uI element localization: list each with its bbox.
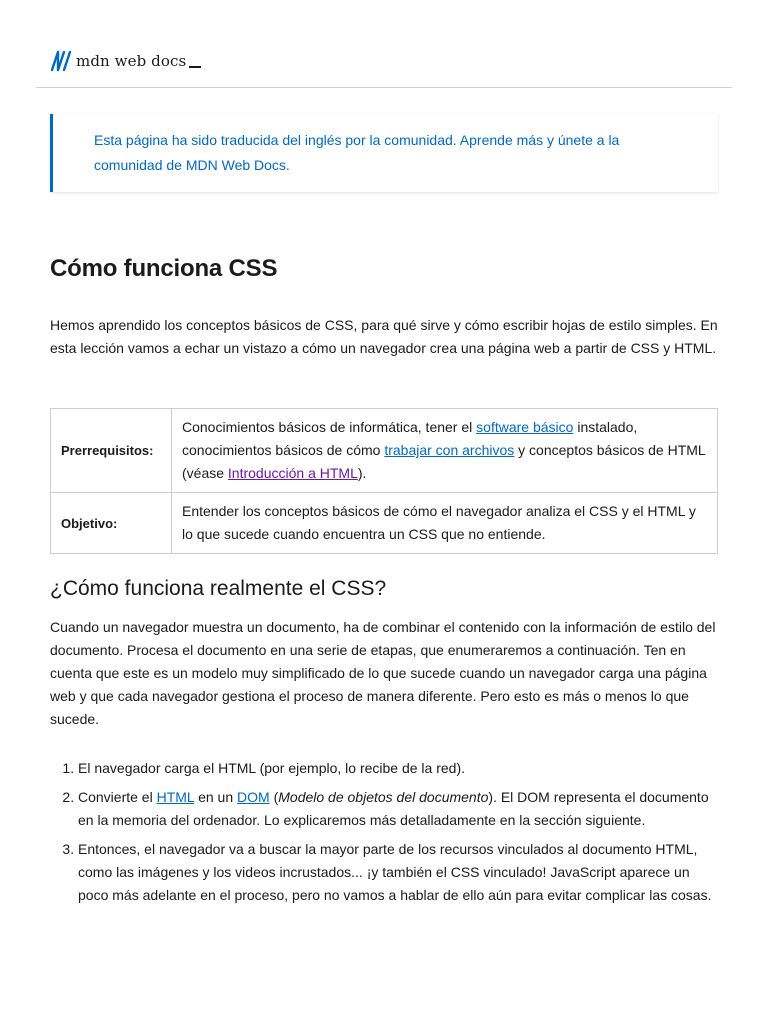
list-item [78,786,722,832]
table-row-objective [51,493,718,554]
prereq-text-4: ). [357,465,367,481]
section-paragraph: Cuando un navegador muestra un documento, ha de combinar el contenido con la información de estilo del documento. Procesa el documento en una serie de etapas, que enumeraremos a continuación. Ten en cuenta que este es un modelo muy simplificado de lo que sucede cuando un navegador carga una página web y que cada navegador gestiona el proceso de manera diferente. Pero esto es más o menos lo que sucede. [50,619,716,727]
mdn-logo-icon [50,50,72,72]
prerequisites-header: Prerrequisitos: [51,409,172,493]
step-2-text-d: ). El DOM representa el documento en la memoria del ordenador. Lo explicaremos más detalladamente en la sección siguiente. [78,789,709,828]
step-2-text-c: ( [269,789,279,805]
step-2-text-b: en un [194,789,238,805]
list-item [78,838,722,907]
mdn-logo-link[interactable] [50,50,201,72]
dom-glossary-link[interactable]: DOM [237,789,270,805]
steps-list [50,757,722,913]
section-title: ¿Cómo funciona realmente el CSS? [50,577,387,600]
prereq-text-3: y conceptos básicos de HTML (véase [182,442,706,481]
intro-paragraph: Hemos aprendido los conceptos básicos de CSS, para qué sirve y cómo escribir hojas de estilo simples. En esta lección vamos a echar un vistazo a cómo un navegador crea una página web a partir de CSS y HTML. [50,317,718,356]
site-header [36,0,732,88]
prerequisites-table [50,408,718,554]
page-title: Cómo funciona CSS [50,255,278,282]
translation-notice [50,114,718,192]
logo-cursor [189,66,201,68]
table-row-prerequisites [51,409,718,493]
html-glossary-link[interactable]: HTML [156,789,195,805]
notice-line-2: comunidad de MDN Web Docs. [94,157,290,173]
introduccion-html-link[interactable]: Introducción a HTML [227,465,358,481]
notice-link[interactable] [94,132,619,173]
notice-line-1: Esta página ha sido traducida del inglés por la comunidad. Aprende más y únete a la [94,132,620,148]
prereq-text-2: instalado, conocimientos básicos de cómo [182,419,638,458]
trabajar-archivos-link[interactable]: trabajar con archivos [384,442,515,458]
software-basico-link[interactable]: software básico [476,419,574,435]
list-item [78,757,722,780]
prerequisites-cell [172,409,718,493]
logo-text: mdn web docs [76,52,187,70]
step-2-text-a: Convierte el [78,789,157,805]
objective-cell: Entender los conceptos básicos de cómo el navegador analiza el CSS y el HTML y lo que sucede cuando encuentra un CSS que no entiende. [172,493,718,554]
step-2-emphasis: Modelo de objetos del documento [278,789,489,805]
objective-header: Objetivo: [51,493,172,554]
prereq-text-1: Conocimientos básicos de informática, tener el [182,419,477,435]
step-3-text: Entonces, el navegador va a buscar la mayor parte de los recursos vinculados al documento HTML, como las imágenes y los videos incrustados... ¡y también el CSS vinculado! JavaScript aparece un poco más adelante en el proceso, pero no vamos a hablar de ello aún para evitar complicar las cosas. [78,841,712,903]
step-1-text: El navegador carga el HTML (por ejemplo, lo recibe de la red). [78,760,466,776]
